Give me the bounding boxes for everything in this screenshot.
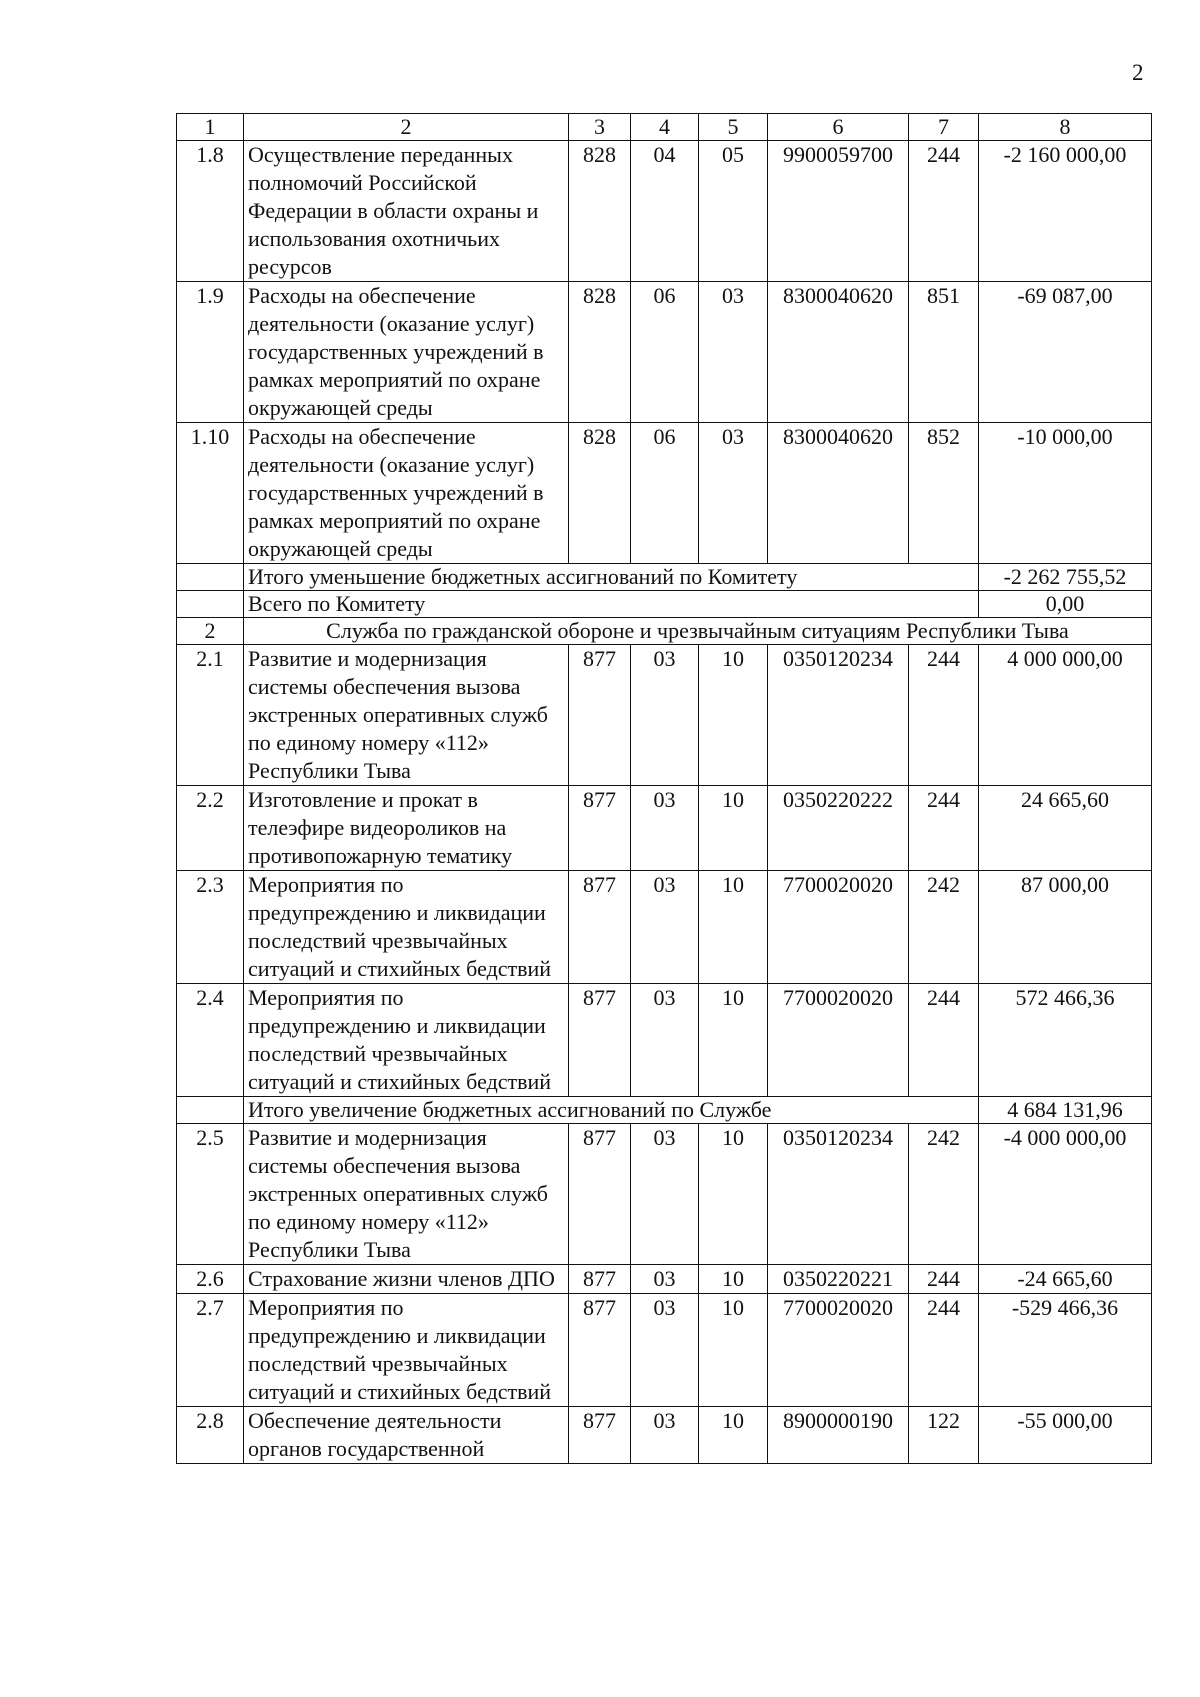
total-empty-cell: [177, 1097, 244, 1124]
row-description: Мероприятия по предупреждению и ликвидации последствий чрезвычайных ситуаций и стихийных бедствий: [244, 1294, 569, 1407]
code-expense-type: 122: [909, 1407, 979, 1464]
total-value: 0,00: [979, 591, 1152, 618]
header-cell: 2: [244, 114, 569, 141]
code-section: 03: [631, 645, 699, 786]
total-value: 4 684 131,96: [979, 1097, 1152, 1124]
code-subsection: 10: [699, 786, 768, 871]
header-cell: 5: [699, 114, 768, 141]
code-expense-type: 244: [909, 1294, 979, 1407]
row-description: Мероприятия по предупреждению и ликвидации последствий чрезвычайных ситуаций и стихийных бедствий: [244, 871, 569, 984]
row-number: 1.10: [177, 423, 244, 564]
code-target-article: 8300040620: [768, 282, 909, 423]
code-expense-type: 244: [909, 984, 979, 1097]
table-row: [177, 645, 1152, 786]
code-subsection: 03: [699, 282, 768, 423]
code-ministry: 877: [569, 1407, 631, 1464]
row-amount: -69 087,00: [979, 282, 1152, 423]
row-amount: -529 466,36: [979, 1294, 1152, 1407]
table-row: [177, 871, 1152, 984]
code-ministry: 828: [569, 423, 631, 564]
table-row: [177, 984, 1152, 1097]
code-subsection: 10: [699, 1265, 768, 1294]
row-description: Страхование жизни членов ДПО: [244, 1265, 569, 1294]
code-target-article: 7700020020: [768, 984, 909, 1097]
row-amount: -24 665,60: [979, 1265, 1152, 1294]
code-ministry: 877: [569, 1124, 631, 1265]
code-subsection: 10: [699, 871, 768, 984]
code-section: 03: [631, 786, 699, 871]
code-expense-type: 242: [909, 871, 979, 984]
total-row: [177, 591, 1152, 618]
table-row: [177, 282, 1152, 423]
row-amount: 572 466,36: [979, 984, 1152, 1097]
code-expense-type: 244: [909, 141, 979, 282]
budget-table: [176, 113, 1152, 1464]
row-amount: -4 000 000,00: [979, 1124, 1152, 1265]
row-description: Мероприятия по предупреждению и ликвидации последствий чрезвычайных ситуаций и стихийных бедствий: [244, 984, 569, 1097]
row-amount: 24 665,60: [979, 786, 1152, 871]
table-row: [177, 1124, 1152, 1265]
row-amount: 87 000,00: [979, 871, 1152, 984]
total-label: Итого увеличение бюджетных ассигнований по Службе: [244, 1097, 979, 1124]
table-header-row: [177, 114, 1152, 141]
code-target-article: 0350220222: [768, 786, 909, 871]
total-value: -2 262 755,52: [979, 564, 1152, 591]
code-target-article: 9900059700: [768, 141, 909, 282]
code-expense-type: 852: [909, 423, 979, 564]
header-cell: 1: [177, 114, 244, 141]
code-ministry: 828: [569, 282, 631, 423]
table-row: [177, 786, 1152, 871]
table-row: [177, 1407, 1152, 1464]
section-row: [177, 618, 1152, 645]
total-label: Всего по Комитету: [244, 591, 979, 618]
table-row: [177, 1265, 1152, 1294]
section-number: 2: [177, 618, 244, 645]
code-target-article: 0350220221: [768, 1265, 909, 1294]
row-description: Развитие и модернизация системы обеспечения вызова экстренных оперативных служб по единому номеру «112» Республики Тыва: [244, 1124, 569, 1265]
code-section: 04: [631, 141, 699, 282]
table-body: [177, 114, 1152, 1464]
code-target-article: 7700020020: [768, 1294, 909, 1407]
row-description: Расходы на обеспечение деятельности (оказание услуг) государственных учреждений в рамках мероприятий по охране окружающей среды: [244, 423, 569, 564]
row-description: Осуществление переданных полномочий Российской Федерации в области охраны и использования охотничьих ресурсов: [244, 141, 569, 282]
total-row: [177, 1097, 1152, 1124]
row-number: 1.8: [177, 141, 244, 282]
row-number: 2.4: [177, 984, 244, 1097]
row-number: 2.7: [177, 1294, 244, 1407]
code-ministry: 877: [569, 1294, 631, 1407]
total-empty-cell: [177, 564, 244, 591]
code-section: 03: [631, 984, 699, 1097]
row-number: 2.6: [177, 1265, 244, 1294]
code-expense-type: 242: [909, 1124, 979, 1265]
row-description: Обеспечение деятельности органов государственной: [244, 1407, 569, 1464]
table-row: [177, 1294, 1152, 1407]
code-target-article: 7700020020: [768, 871, 909, 984]
code-ministry: 877: [569, 645, 631, 786]
code-expense-type: 244: [909, 786, 979, 871]
header-cell: 7: [909, 114, 979, 141]
section-title: Служба по гражданской обороне и чрезвычайным ситуациям Республики Тыва: [244, 618, 1152, 645]
code-subsection: 03: [699, 423, 768, 564]
code-section: 03: [631, 1294, 699, 1407]
row-number: 2.3: [177, 871, 244, 984]
total-label: Итого уменьшение бюджетных ассигнований по Комитету: [244, 564, 979, 591]
code-subsection: 10: [699, 1407, 768, 1464]
code-expense-type: 244: [909, 1265, 979, 1294]
header-cell: 4: [631, 114, 699, 141]
code-subsection: 10: [699, 1294, 768, 1407]
code-target-article: 0350120234: [768, 645, 909, 786]
table-row: [177, 141, 1152, 282]
code-section: 06: [631, 423, 699, 564]
table-row: [177, 423, 1152, 564]
code-section: 06: [631, 282, 699, 423]
code-subsection: 10: [699, 984, 768, 1097]
row-number: 2.5: [177, 1124, 244, 1265]
row-description: Изготовление и прокат в телеэфире видеороликов на противопожарную тематику: [244, 786, 569, 871]
code-subsection: 05: [699, 141, 768, 282]
row-number: 2.2: [177, 786, 244, 871]
total-empty-cell: [177, 591, 244, 618]
code-ministry: 877: [569, 871, 631, 984]
code-section: 03: [631, 1407, 699, 1464]
row-description: Расходы на обеспечение деятельности (оказание услуг) государственных учреждений в рамках мероприятий по охране окружающей среды: [244, 282, 569, 423]
code-target-article: 0350120234: [768, 1124, 909, 1265]
code-section: 03: [631, 1124, 699, 1265]
code-section: 03: [631, 1265, 699, 1294]
header-cell: 3: [569, 114, 631, 141]
header-cell: 6: [768, 114, 909, 141]
code-expense-type: 851: [909, 282, 979, 423]
code-ministry: 828: [569, 141, 631, 282]
row-number: 2.8: [177, 1407, 244, 1464]
code-subsection: 10: [699, 645, 768, 786]
code-target-article: 8300040620: [768, 423, 909, 564]
page-number: 2: [1132, 60, 1144, 85]
code-subsection: 10: [699, 1124, 768, 1265]
row-amount: 4 000 000,00: [979, 645, 1152, 786]
code-ministry: 877: [569, 1265, 631, 1294]
row-number: 1.9: [177, 282, 244, 423]
row-amount: -2 160 000,00: [979, 141, 1152, 282]
row-amount: -55 000,00: [979, 1407, 1152, 1464]
total-row: [177, 564, 1152, 591]
code-section: 03: [631, 871, 699, 984]
row-amount: -10 000,00: [979, 423, 1152, 564]
row-description: Развитие и модернизация системы обеспечения вызова экстренных оперативных служб по единому номеру «112» Республики Тыва: [244, 645, 569, 786]
code-expense-type: 244: [909, 645, 979, 786]
row-number: 2.1: [177, 645, 244, 786]
code-ministry: 877: [569, 984, 631, 1097]
header-cell: 8: [979, 114, 1152, 141]
code-target-article: 8900000190: [768, 1407, 909, 1464]
code-ministry: 877: [569, 786, 631, 871]
